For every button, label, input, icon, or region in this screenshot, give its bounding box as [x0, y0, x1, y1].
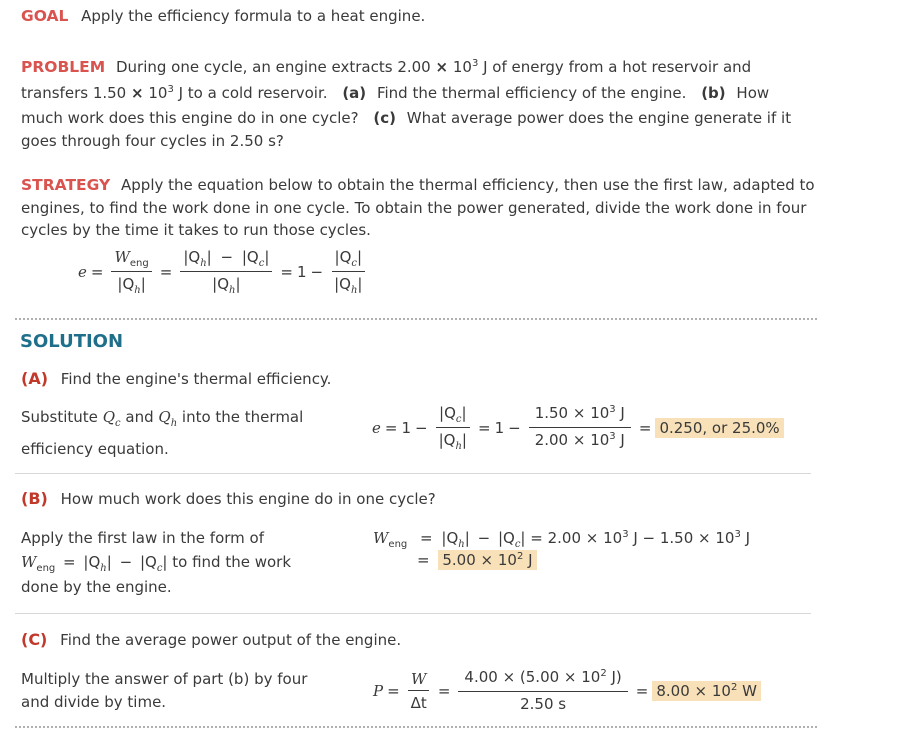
ten: 10	[148, 83, 168, 102]
abs-q: |Q	[441, 529, 459, 547]
sub-h: h	[200, 258, 207, 269]
part-a-instructions	[21, 406, 303, 460]
rhs-value-1: = 2.00 × 10	[530, 529, 623, 547]
part-b-text-1: Apply the first law in the form of	[21, 529, 265, 547]
eq-sign: =	[417, 551, 430, 569]
abs-q: |Q	[83, 552, 101, 571]
goal-label: GOAL	[21, 7, 69, 25]
result-base: 8.00 × 10	[656, 681, 731, 700]
sub-c: c	[156, 562, 163, 574]
eq-sign: =	[477, 419, 491, 437]
abs-q: |Q	[139, 552, 157, 571]
abs-bar: |	[357, 248, 363, 266]
abs-q: |Q	[241, 248, 259, 266]
var-q: Q	[102, 408, 115, 426]
abs-bar: |	[461, 431, 467, 449]
var-p: P	[373, 681, 384, 700]
exponent: 3	[167, 83, 174, 95]
abs-q: |Q	[497, 529, 515, 547]
part-a-result: 0.250, or 25.0%	[655, 418, 783, 438]
var-w: W	[21, 552, 37, 571]
delta-t: Δt	[410, 693, 427, 712]
problem-a-text: Find the thermal efficiency of the engine.	[376, 83, 687, 102]
abs-bar: |	[461, 404, 467, 422]
num-end: J)	[606, 668, 622, 686]
num-value: 1.50 × 10	[534, 404, 610, 422]
one: 1	[401, 419, 412, 437]
sub-h: h	[100, 562, 107, 574]
eq-sign: =	[638, 419, 652, 437]
eq-sign: =	[159, 263, 173, 281]
exponent: 3	[609, 431, 616, 442]
part-b-marker: (b)	[701, 83, 726, 102]
abs-q: |Q	[438, 431, 456, 449]
abs-bar: |	[464, 529, 470, 547]
goal-line	[21, 7, 425, 25]
strategy-line-1: Apply the equation below to obtain the thermal efficiency, then use the first law, adapted to	[121, 176, 815, 194]
abs-bar: |	[206, 248, 212, 266]
strategy-line-2: engines, to find the work done in one cycle. To obtain the power generated, divide the work done in four	[21, 198, 807, 217]
part-b-heading	[21, 489, 436, 508]
fraction-qc-over-qh	[436, 404, 470, 452]
part-b-label: (B)	[21, 489, 48, 508]
sub-c: c	[258, 258, 265, 269]
result-exponent: 2	[516, 551, 524, 562]
sub-c: c	[115, 418, 121, 429]
eq-e: e	[372, 419, 381, 437]
abs-bar: |	[357, 275, 363, 293]
problem-paragraph	[21, 56, 791, 152]
minus-sign: −	[119, 552, 133, 571]
fraction-numeric	[529, 404, 631, 452]
sub-h: h	[455, 441, 462, 452]
den-value: 2.50 s	[520, 695, 567, 713]
strategy-line-3: cycles by the time it takes to run those cycles.	[21, 221, 371, 239]
part-b-equation	[373, 529, 750, 569]
abs-bar: |	[162, 552, 168, 571]
one: 1	[494, 419, 505, 437]
num-value: 4.00 × (5.00 × 10	[464, 668, 601, 686]
sub-h: h	[170, 418, 178, 429]
part-c-text-1: Multiply the answer of part (b) by four	[21, 670, 308, 688]
problem-b-text-cont: much work does this engine do in one cycle?	[21, 109, 359, 127]
problem-text-1: During one cycle, an engine extracts 2.00	[115, 58, 431, 76]
problem-text-2: J of energy from a hot reservoir and	[478, 58, 752, 76]
exponent: 3	[609, 404, 616, 415]
eq-sign: =	[280, 263, 293, 281]
exponent: 2	[600, 668, 607, 679]
problem-label: PROBLEM	[21, 58, 106, 76]
part-c-text-2: and divide by time.	[21, 693, 167, 711]
fraction-qc-over-qh	[331, 248, 365, 296]
sub-c: c	[514, 539, 521, 550]
times-sign: ×	[131, 83, 144, 102]
problem-text-3: transfers 1.50	[21, 83, 127, 102]
eq-sign: =	[437, 681, 451, 700]
sub-h: h	[350, 285, 358, 296]
part-a-equation	[372, 404, 784, 452]
part-c-result	[652, 681, 761, 701]
strategy-label: STRATEGY	[21, 176, 111, 194]
abs-bar: |	[140, 275, 146, 293]
part-divider	[15, 473, 811, 474]
minus-sign: −	[220, 248, 234, 266]
part-c-label: (C)	[21, 630, 48, 649]
eq-sign: =	[420, 529, 433, 547]
ten: 10	[452, 58, 472, 76]
eq-sign: =	[63, 552, 76, 571]
part-a-marker: (a)	[342, 83, 367, 102]
fraction-qh-minus-qc	[180, 248, 272, 296]
eq-e: e	[78, 263, 87, 281]
result-unit: W	[737, 681, 757, 700]
fraction-w-over-qh	[111, 248, 151, 296]
section-divider	[15, 726, 817, 728]
sub-eng: eng	[129, 258, 149, 269]
part-b-title: How much work does this engine do in one cycle?	[60, 490, 436, 508]
var-w: W	[114, 248, 130, 266]
result-unit: J	[523, 551, 533, 569]
times-sign: ×	[435, 58, 449, 76]
part-b-text-2b: to find the work	[167, 552, 292, 571]
sub-h: h	[229, 285, 236, 296]
part-b-text-3: done by the engine.	[21, 578, 172, 596]
problem-c-text-cont: goes through four cycles in 2.50 s?	[21, 131, 284, 150]
eq-sign: =	[384, 419, 398, 437]
eq-sign: =	[387, 681, 400, 700]
section-divider	[15, 318, 817, 320]
eq-sign: =	[90, 263, 104, 281]
result-base: 5.00 × 10	[442, 551, 517, 569]
var-w: W	[411, 669, 427, 688]
minus-sign: −	[415, 419, 428, 437]
part-b-result	[438, 550, 536, 570]
minus-sign: −	[508, 419, 521, 437]
part-a-text-2: efficiency equation.	[21, 439, 169, 458]
minus-sign: −	[477, 529, 491, 547]
result-exponent: 2	[730, 681, 738, 693]
sub-c: c	[455, 414, 462, 425]
abs-q: |Q	[212, 275, 230, 293]
abs-q: |Q	[183, 248, 201, 266]
abs-q: |Q	[334, 248, 352, 266]
strategy-paragraph	[21, 174, 815, 242]
abs-bar: |	[106, 552, 112, 571]
sub-eng: eng	[388, 539, 408, 550]
unit: J	[740, 529, 751, 547]
abs-q: |Q	[117, 275, 135, 293]
problem-c-text: What average power does the engine generate if it	[406, 109, 792, 127]
fraction-power-numeric	[458, 668, 627, 713]
part-a-heading	[21, 369, 331, 388]
efficiency-equation	[78, 248, 369, 296]
var-q: Q	[158, 408, 171, 426]
minus-sign: −	[310, 263, 324, 281]
var-w: W	[373, 529, 389, 547]
problem-b-text: How	[736, 83, 770, 102]
part-a-label: (A)	[21, 369, 49, 388]
sub-h: h	[458, 539, 465, 550]
part-a-text-1a: Substitute	[21, 408, 103, 426]
exponent: 3	[622, 529, 629, 540]
rhs-value-2: J − 1.50 × 10	[628, 529, 735, 547]
goal-text: Apply the efficiency formula to a heat engine.	[81, 7, 426, 25]
part-b-instructions	[21, 527, 291, 600]
abs-q: |Q	[334, 275, 351, 293]
fraction-w-over-dt	[408, 670, 430, 712]
eq-sign: =	[635, 681, 649, 700]
abs-bar: |	[235, 275, 241, 293]
sub-h: h	[134, 285, 141, 296]
abs-bar: |	[264, 248, 270, 266]
part-a-text-1b: into the thermal	[177, 408, 304, 426]
and-word: and	[120, 408, 159, 426]
one: 1	[296, 263, 307, 281]
unit: J	[615, 404, 625, 422]
part-a-title: Find the engine's thermal efficiency.	[60, 370, 332, 388]
solution-heading: SOLUTION	[20, 331, 124, 352]
abs-bar: |	[520, 529, 526, 547]
part-c-marker: (c)	[373, 109, 396, 127]
sub-c: c	[351, 258, 357, 269]
exponent: 3	[734, 529, 741, 540]
part-c-instructions	[21, 668, 307, 714]
exponent: 3	[471, 58, 479, 69]
problem-text-4: J to a cold reservoir.	[173, 83, 328, 102]
unit: J	[615, 431, 625, 449]
sub-eng: eng	[36, 562, 56, 574]
abs-q: |Q	[439, 404, 456, 422]
den-value: 2.00 × 10	[534, 431, 610, 449]
part-c-heading	[21, 630, 401, 649]
part-divider	[15, 613, 811, 614]
part-c-equation	[373, 668, 761, 713]
part-c-title: Find the average power output of the engine.	[60, 631, 402, 649]
